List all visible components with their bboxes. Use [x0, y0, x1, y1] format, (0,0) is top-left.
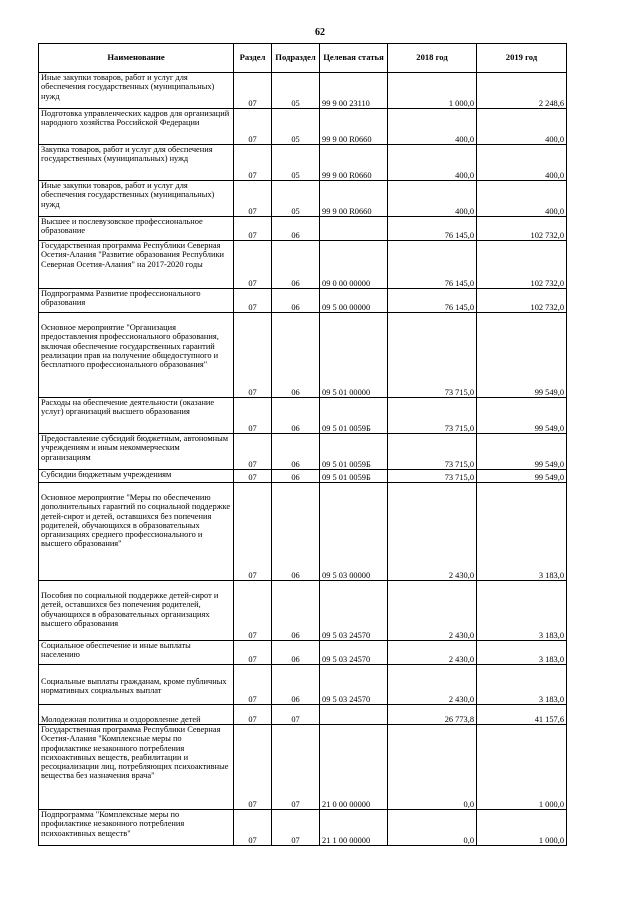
table-row — [39, 289, 567, 313]
row-target: 09 5 01 0059Б — [320, 434, 388, 470]
table-row — [39, 470, 567, 483]
row-subsection: 06 — [272, 241, 320, 289]
row-section: 07 — [234, 434, 272, 470]
row-target: 99 9 00 23110 — [320, 73, 388, 109]
header-2018: 2018 год — [388, 44, 477, 73]
row-name: Государственная программа Республики Северная Осетия-Алания "Развитие образования Республики Северная Осетия-Алания" на 2017-2020 годы — [39, 241, 234, 289]
row-subsection: 07 — [272, 705, 320, 725]
row-name: Субсидии бюджетным учреждениям — [39, 470, 234, 483]
row-section: 07 — [234, 217, 272, 241]
row-target: 21 0 00 00000 — [320, 725, 388, 810]
row-2019: 3 183,0 — [477, 483, 567, 581]
row-2019: 400,0 — [477, 145, 567, 181]
row-2018: 73 715,0 — [388, 434, 477, 470]
row-target: 09 5 01 00000 — [320, 313, 388, 398]
row-2018: 400,0 — [388, 109, 477, 145]
row-2018: 2 430,0 — [388, 641, 477, 665]
row-2019: 2 248,6 — [477, 73, 567, 109]
row-name: Иные закупки товаров, работ и услуг для обеспечения государственных (муниципальных) нужд — [39, 181, 234, 217]
row-2018: 400,0 — [388, 145, 477, 181]
table-row — [39, 810, 567, 846]
row-name: Пособия по социальной поддержке детей-сирот и детей, оставшихся без попечения родителей, обучающихся в образовательных организациях высшего образования — [39, 581, 234, 641]
row-section: 07 — [234, 145, 272, 181]
table-row — [39, 181, 567, 217]
table-row — [39, 398, 567, 434]
row-subsection: 05 — [272, 73, 320, 109]
row-name: Предоставление субсидий бюджетным, автономным учреждениям и иным некоммерческим организациям — [39, 434, 234, 470]
table-header-row — [39, 44, 567, 73]
row-target: 99 9 00 R0660 — [320, 109, 388, 145]
page-number: 62 — [315, 27, 325, 38]
row-name: Расходы на обеспечение деятельности (оказание услуг) организаций высшего образования — [39, 398, 234, 434]
row-2018: 0,0 — [388, 725, 477, 810]
row-name: Молодежная политика и оздоровление детей — [39, 705, 234, 725]
table-row — [39, 73, 567, 109]
row-2019: 3 183,0 — [477, 581, 567, 641]
row-target: 09 5 00 00000 — [320, 289, 388, 313]
row-2019: 99 549,0 — [477, 470, 567, 483]
row-target: 99 9 00 R0660 — [320, 181, 388, 217]
row-section: 07 — [234, 181, 272, 217]
row-target — [320, 217, 388, 241]
row-subsection: 06 — [272, 470, 320, 483]
header-2019: 2019 год — [477, 44, 567, 73]
row-2019: 99 549,0 — [477, 434, 567, 470]
table-row — [39, 145, 567, 181]
row-section: 07 — [234, 641, 272, 665]
row-subsection: 06 — [272, 313, 320, 398]
table-row — [39, 217, 567, 241]
row-target — [320, 705, 388, 725]
row-2018: 76 145,0 — [388, 217, 477, 241]
row-2018: 2 430,0 — [388, 665, 477, 705]
row-2019: 102 732,0 — [477, 289, 567, 313]
header-name: Наименование — [39, 44, 234, 73]
row-2018: 0,0 — [388, 810, 477, 846]
row-2019: 400,0 — [477, 181, 567, 217]
row-target: 09 5 03 24570 — [320, 641, 388, 665]
row-subsection: 07 — [272, 725, 320, 810]
row-name: Основное мероприятие "Меры по обеспечению дополнительных гарантий по социальной поддержке детей-сирот и детей, оставшихся без попечения родителей, обучающихся в образовательных организациях среднего профессионального и высшего образования" — [39, 483, 234, 581]
table-row — [39, 705, 567, 725]
row-name: Подпрограмма Развитие профессионального образования — [39, 289, 234, 313]
row-2018: 2 430,0 — [388, 581, 477, 641]
row-name: Закупка товаров, работ и услуг для обеспечения государственных (муниципальных) нужд — [39, 145, 234, 181]
row-section: 07 — [234, 109, 272, 145]
row-2018: 73 715,0 — [388, 470, 477, 483]
row-section: 07 — [234, 705, 272, 725]
row-2019: 1 000,0 — [477, 810, 567, 846]
row-2018: 2 430,0 — [388, 483, 477, 581]
row-target: 09 0 00 00000 — [320, 241, 388, 289]
row-2019: 1 000,0 — [477, 725, 567, 810]
row-section: 07 — [234, 483, 272, 581]
row-2018: 76 145,0 — [388, 289, 477, 313]
row-section: 07 — [234, 470, 272, 483]
row-name: Социальное обеспечение и иные выплаты населению — [39, 641, 234, 665]
row-subsection: 05 — [272, 145, 320, 181]
table-row — [39, 641, 567, 665]
row-2018: 76 145,0 — [388, 241, 477, 289]
row-subsection: 06 — [272, 434, 320, 470]
row-2019: 102 732,0 — [477, 217, 567, 241]
table-row — [39, 313, 567, 398]
row-subsection: 06 — [272, 217, 320, 241]
row-name: Высшее и послевузовское профессиональное образование — [39, 217, 234, 241]
row-2018: 1 000,0 — [388, 73, 477, 109]
row-name: Государственная программа Республики Северная Осетия-Алания "Комплексные меры по профилактике незаконного потребления психоактивных веществ, реабилитации и ресоциализации лиц, потребляющих психоактивные вещества без назначения врача" — [39, 725, 234, 810]
header-target: Целевая статья — [320, 44, 388, 73]
row-target: 09 5 03 24570 — [320, 665, 388, 705]
row-name: Основное мероприятие "Организация предоставления профессионального образования, включая обеспечение государственных гарантий реализации прав на получение общедоступного и бесплатного профессионального образования" — [39, 313, 234, 398]
header-subsection: Подраздел — [272, 44, 320, 73]
table-row — [39, 483, 567, 581]
table-row — [39, 581, 567, 641]
row-2018: 73 715,0 — [388, 398, 477, 434]
table-row — [39, 241, 567, 289]
row-target: 09 5 01 0059Б — [320, 398, 388, 434]
table-row — [39, 665, 567, 705]
row-subsection: 06 — [272, 398, 320, 434]
row-2019: 41 157,6 — [477, 705, 567, 725]
header-section: Раздел — [234, 44, 272, 73]
table-row — [39, 725, 567, 810]
row-target: 09 5 03 00000 — [320, 483, 388, 581]
row-target: 99 9 00 R0660 — [320, 145, 388, 181]
row-section: 07 — [234, 73, 272, 109]
row-2019: 3 183,0 — [477, 641, 567, 665]
row-subsection: 07 — [272, 810, 320, 846]
row-section: 07 — [234, 289, 272, 313]
table-row — [39, 434, 567, 470]
row-2018: 26 773,8 — [388, 705, 477, 725]
row-2019: 102 732,0 — [477, 241, 567, 289]
row-target: 09 5 01 0059Б — [320, 470, 388, 483]
row-subsection: 06 — [272, 289, 320, 313]
row-subsection: 06 — [272, 581, 320, 641]
row-section: 07 — [234, 581, 272, 641]
row-name: Подготовка управленческих кадров для организаций народного хозяйства Российской Федерации — [39, 109, 234, 145]
budget-table — [38, 43, 567, 846]
row-section: 07 — [234, 398, 272, 434]
row-2019: 3 183,0 — [477, 665, 567, 705]
row-name: Подпрограмма "Комплексные меры по профилактике незаконного потребления психоактивных веществ" — [39, 810, 234, 846]
row-name: Иные закупки товаров, работ и услуг для обеспечения государственных (муниципальных) нужд — [39, 73, 234, 109]
row-target: 21 1 00 00000 — [320, 810, 388, 846]
row-2018: 73 715,0 — [388, 313, 477, 398]
row-subsection: 06 — [272, 665, 320, 705]
row-2019: 400,0 — [477, 109, 567, 145]
table-row — [39, 109, 567, 145]
row-2018: 400,0 — [388, 181, 477, 217]
row-2019: 99 549,0 — [477, 313, 567, 398]
row-section: 07 — [234, 810, 272, 846]
row-section: 07 — [234, 665, 272, 705]
row-section: 07 — [234, 725, 272, 810]
row-section: 07 — [234, 241, 272, 289]
row-subsection: 06 — [272, 641, 320, 665]
row-subsection: 05 — [272, 181, 320, 217]
row-target: 09 5 03 24570 — [320, 581, 388, 641]
row-name: Социальные выплаты гражданам, кроме публичных нормативных социальных выплат — [39, 665, 234, 705]
row-section: 07 — [234, 313, 272, 398]
row-subsection: 06 — [272, 483, 320, 581]
row-2019: 99 549,0 — [477, 398, 567, 434]
row-subsection: 05 — [272, 109, 320, 145]
